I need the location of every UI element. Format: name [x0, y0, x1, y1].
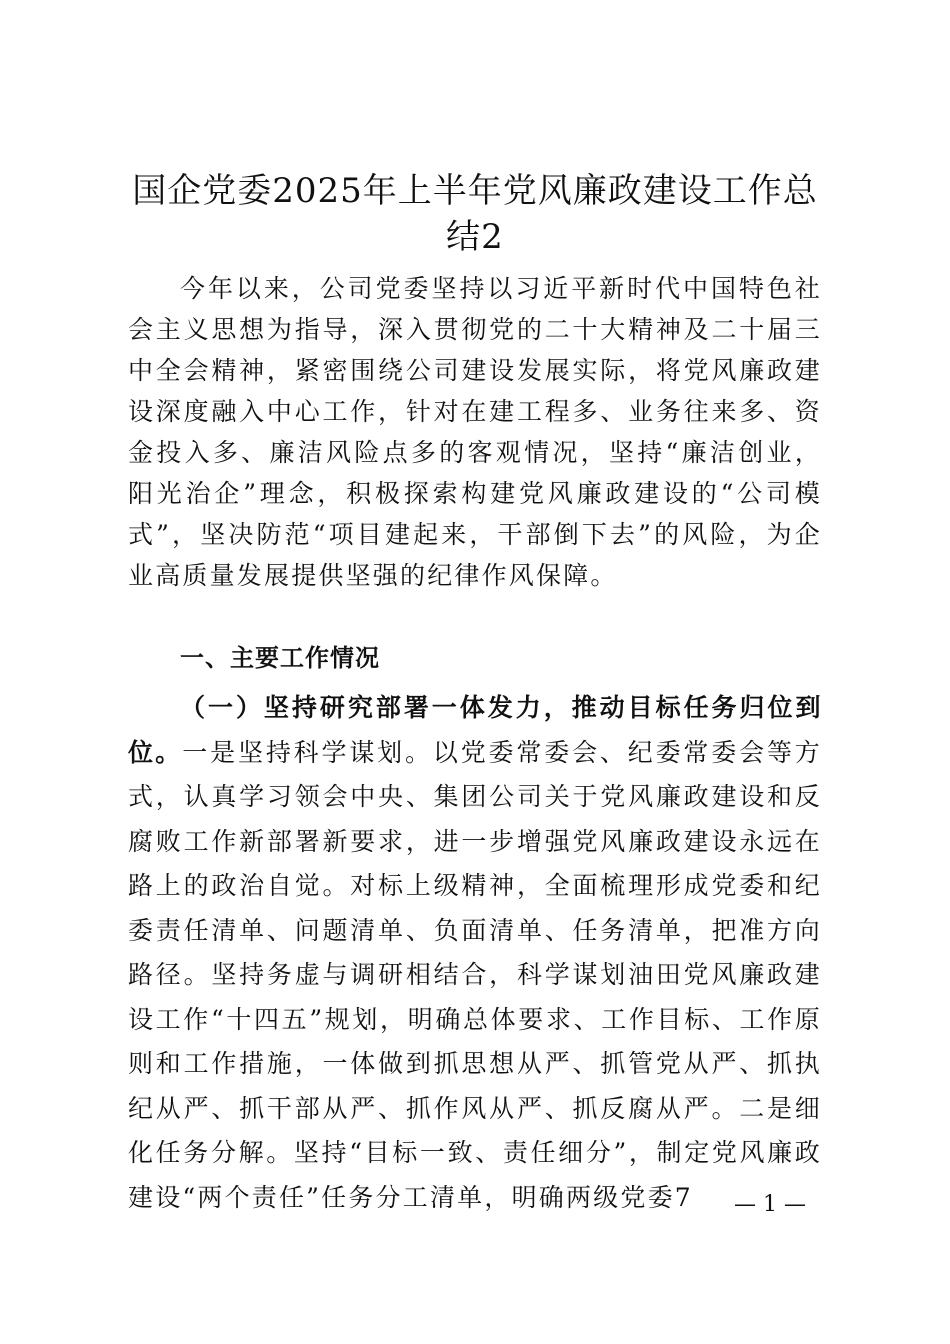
subsection-body: 一是坚持科学谋划。以党委常委会、纪委常委会等方式，认真学习领会中央、集团公司关于党风廉政建设和反腐败工作新部署新要求，进一步增强党风廉政建设永远在路上的政治自觉。对标上级精神，全面梳理形成党委和纪委责任清单、问题清单、负面清单、任务清单，把准方向路径。坚持务虚与调研相结合，科学谋划油田党风廉政建设工作“十四五”规划，明确总体要求、工作目标、工作原则和工作措施，一体做到抓思想从严、抓管党从严、抓执纪从严、抓干部从严、抓作风从严、抓反腐从严。二是细化任务分解。坚持“目标一致、责任细分”，制定党风廉政建设“两个责任”任务分工清单，明确两级党委7: [128, 737, 822, 1212]
section-heading: 一、主要工作情况: [180, 644, 380, 672]
document-title: 国企党委2025年上半年党风廉政建设工作总结2: [132, 171, 818, 257]
subsection-paragraph: [128, 686, 822, 1220]
page-number: — 1 —: [734, 1192, 806, 1217]
intro-paragraph: 今年以来，公司党委坚持以习近平新时代中国特色社会主义思想为指导，深入贯彻党的二十大精神及二十届三中全会精神，紧密围绕公司建设发展实际，将党风廉政建设深度融入中心工作，针对在建工程多、业务往来多、资金投入多、廉洁风险点多的客观情况，坚持“廉洁创业，阳光治企”理念，积极探索构建党风廉政建设的“公司模式”，坚决防范“项目建起来，干部倒下去”的风险，为企业高质量发展提供坚强的纪律作风保障。: [128, 274, 822, 590]
subsection-heading: （一）坚持研究部署一体发力，推动目标任务归位到位。: [128, 693, 822, 767]
